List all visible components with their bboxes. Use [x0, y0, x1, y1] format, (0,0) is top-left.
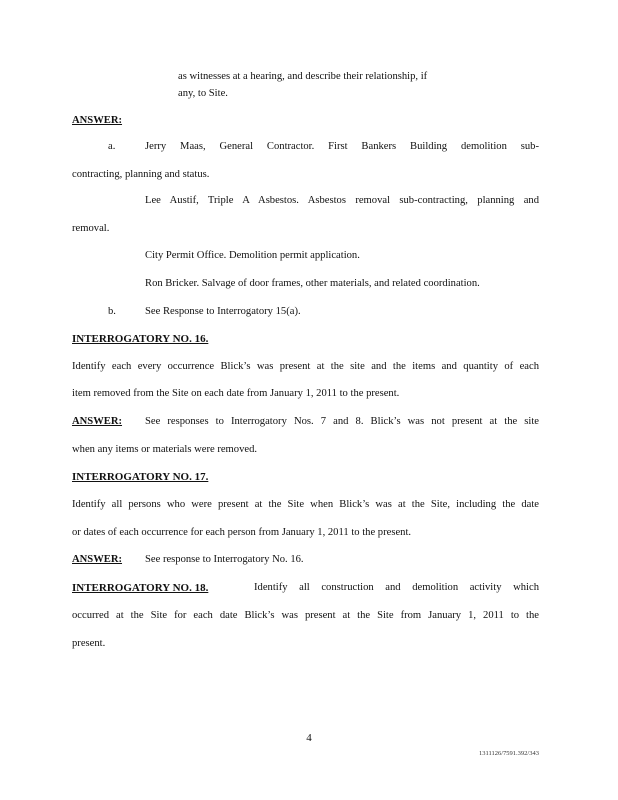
continuation-line-2: any, to Site.: [178, 88, 228, 99]
item-a-line-1: Jerry Maas, General Contractor. First Bankers Building demolition sub-: [145, 141, 539, 152]
item-a-marker: a.: [108, 141, 116, 152]
interrogatory-16-line-2: item removed from the Site on each date from January 1, 2011 to the present.: [72, 388, 400, 399]
page-number: 4: [306, 732, 312, 744]
interrogatory-17-line-2: or dates of each occurrence for each person from January 1, 2011 to the present.: [72, 527, 412, 538]
ron-bricker-line: Ron Bricker. Salvage of door frames, other materials, and related coordination.: [145, 278, 480, 289]
answer-17-label: ANSWER:: [72, 554, 123, 565]
item-b-text: See Response to Interrogatory 15(a).: [145, 306, 301, 317]
answer-16-line-1: See responses to Interrogatory Nos. 7 and 8. Blick’s was not present at the site: [145, 416, 539, 427]
interrogatory-18-line-2: occurred at the Site for each date Blick’s was present at the Site from January 1, 2011 to the: [72, 610, 539, 621]
lee-austif-line-2: removal.: [72, 223, 110, 234]
city-permit-line: City Permit Office. Demolition permit application.: [145, 250, 360, 261]
answer-label: ANSWER:: [72, 115, 123, 126]
answer-16-line-2: when any items or materials were removed.: [72, 444, 258, 455]
interrogatory-17-heading: INTERROGATORY NO. 17.: [72, 471, 209, 483]
document-id: 1311126/7591.392/343: [478, 750, 539, 757]
interrogatory-18-line-1: Identify all construction and demolition activity which: [254, 582, 539, 593]
item-b-marker: b.: [108, 306, 116, 317]
interrogatory-16-heading: INTERROGATORY NO. 16.: [72, 333, 209, 345]
item-a-line-2: contracting, planning and status.: [72, 169, 210, 180]
interrogatory-18-line-3: present.: [72, 638, 106, 649]
interrogatory-18-heading: INTERROGATORY NO. 18.: [72, 582, 209, 594]
interrogatory-16-line-1: Identify each every occurrence Blick’s was present at the site and the items and quantity of each: [72, 361, 539, 372]
answer-16-label: ANSWER:: [72, 416, 123, 427]
answer-17-text: See response to Interrogatory No. 16.: [145, 554, 304, 565]
continuation-line-1: as witnesses at a hearing, and describe their relationship, if: [178, 71, 428, 82]
interrogatory-17-line-1: Identify all persons who were present at the Site when Blick’s was at the Site, including the date: [72, 499, 539, 510]
lee-austif-line-1: Lee Austif, Triple A Asbestos. Asbestos removal sub-contracting, planning and: [145, 195, 539, 206]
